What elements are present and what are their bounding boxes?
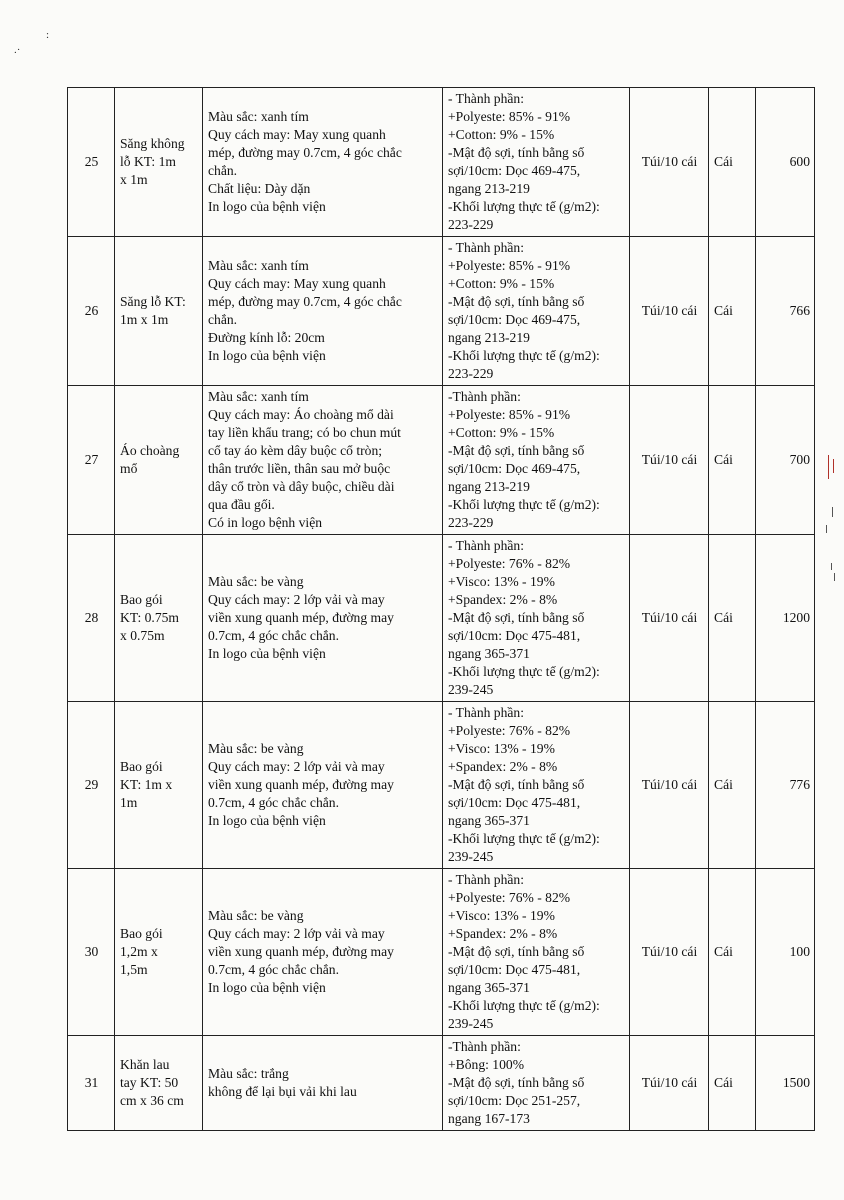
composition-line: sợi/10cm: Dọc 469-475, (448, 163, 581, 178)
margin-marks (824, 455, 838, 585)
composition-line: +Spandex: 2% - 8% (448, 926, 558, 941)
composition-line: 223-229 (448, 217, 494, 232)
unit-cell: Cái (709, 237, 756, 386)
composition-line: sợi/10cm: Dọc 469-475, (448, 312, 581, 327)
composition-line: -Khối lượng thực tế (g/m2): (448, 664, 600, 679)
composition-line: +Polyeste: 85% - 91% (448, 109, 571, 124)
scan-speck: : (46, 29, 50, 41)
unit-cell: Cái (709, 88, 756, 237)
table-row (68, 88, 815, 237)
composition-line: sợi/10cm: Dọc 475-481, (448, 962, 581, 977)
packaging-cell: Túi/10 cái (630, 869, 709, 1036)
composition-line: -Mật độ sợi, tính bằng số (448, 610, 585, 625)
description-line: viền xung quanh mép, đường may (208, 777, 394, 792)
packaging-cell: Túi/10 cái (630, 702, 709, 869)
item-name-line: Săng lỗ KT: (120, 294, 186, 309)
description-line: Màu sắc: xanh tím (208, 258, 309, 273)
composition-line: +Cotton: 9% - 15% (448, 127, 555, 142)
row-number-cell: 27 (68, 386, 115, 535)
item-name-line: KT: 1m x (120, 777, 173, 792)
item-name-cell (115, 386, 203, 535)
description-line: 0.7cm, 4 góc chắc chắn. (208, 628, 339, 643)
description-line: Đường kính lỗ: 20cm (208, 330, 325, 345)
composition-cell (443, 869, 630, 1036)
composition-line: +Polyeste: 85% - 91% (448, 258, 571, 273)
composition-line: 239-245 (448, 1016, 494, 1031)
composition-line: -Thành phần: (448, 1039, 521, 1054)
item-name-line: x 1m (120, 172, 148, 187)
composition-line: - Thành phần: (448, 538, 525, 553)
margin-mark (833, 459, 834, 473)
packaging-cell: Túi/10 cái (630, 535, 709, 702)
item-name-cell (115, 869, 203, 1036)
composition-line: 223-229 (448, 515, 494, 530)
packaging-cell: Túi/10 cái (630, 386, 709, 535)
description-line: Quy cách may: Áo choàng mổ dài (208, 407, 394, 422)
scan-speck: .· (14, 44, 21, 56)
item-name-line: 1m x 1m (120, 312, 169, 327)
composition-line: sợi/10cm: Dọc 475-481, (448, 628, 581, 643)
description-line: Màu sắc: be vàng (208, 741, 304, 756)
composition-line: ngang 213-219 (448, 330, 530, 345)
item-name-line: x 0.75m (120, 628, 165, 643)
composition-line: sợi/10cm: Dọc 251-257, (448, 1093, 581, 1108)
description-line: thân trước liền, thân sau mở buộc (208, 461, 391, 476)
item-name-line: Áo choàng (120, 443, 180, 458)
composition-line: +Visco: 13% - 19% (448, 741, 555, 756)
composition-line: -Khối lượng thực tế (g/m2): (448, 497, 600, 512)
quantity-cell: 600 (756, 88, 815, 237)
description-line: Màu sắc: xanh tím (208, 389, 309, 404)
composition-line: +Polyeste: 76% - 82% (448, 556, 571, 571)
composition-line: sợi/10cm: Dọc 469-475, (448, 461, 581, 476)
composition-line: - Thành phần: (448, 240, 525, 255)
description-line: Quy cách may: May xung quanh (208, 127, 386, 142)
table-body (68, 88, 815, 1131)
row-number-cell: 26 (68, 237, 115, 386)
composition-line: -Mật độ sợi, tính bằng số (448, 145, 585, 160)
unit-cell: Cái (709, 869, 756, 1036)
table-row (68, 535, 815, 702)
table-row (68, 702, 815, 869)
composition-line: +Spandex: 2% - 8% (448, 759, 558, 774)
item-name-cell (115, 1036, 203, 1131)
item-name-line: mổ (120, 461, 138, 476)
margin-mark (834, 573, 835, 581)
quantity-cell: 1500 (756, 1036, 815, 1131)
row-number-cell: 29 (68, 702, 115, 869)
composition-line: ngang 365-371 (448, 813, 530, 828)
description-line: viền xung quanh mép, đường may (208, 610, 394, 625)
specification-table (67, 87, 815, 1131)
margin-mark (828, 455, 829, 479)
description-line: Quy cách may: May xung quanh (208, 276, 386, 291)
composition-line: ngang 213-219 (448, 181, 530, 196)
composition-line: -Khối lượng thực tế (g/m2): (448, 199, 600, 214)
item-name-line: lỗ KT: 1m (120, 154, 176, 169)
description-line: In logo của bệnh viện (208, 646, 326, 661)
description-cell (203, 1036, 443, 1131)
quantity-cell: 776 (756, 702, 815, 869)
item-name-line: Bao gói (120, 759, 163, 774)
row-number-cell: 25 (68, 88, 115, 237)
description-line: Quy cách may: 2 lớp vải và may (208, 926, 385, 941)
composition-cell (443, 1036, 630, 1131)
composition-line: -Khối lượng thực tế (g/m2): (448, 831, 600, 846)
description-line: Màu sắc: xanh tím (208, 109, 309, 124)
composition-line: -Mật độ sợi, tính bằng số (448, 294, 585, 309)
row-number-cell: 31 (68, 1036, 115, 1131)
description-line: 0.7cm, 4 góc chắc chắn. (208, 962, 339, 977)
unit-cell: Cái (709, 702, 756, 869)
composition-line: 239-245 (448, 849, 494, 864)
description-line: dây cổ tròn và dây buộc, chiều dài (208, 479, 395, 494)
margin-mark (832, 507, 833, 517)
description-line: chắn. (208, 163, 238, 178)
composition-line: +Polyeste: 85% - 91% (448, 407, 571, 422)
item-name-line: Khăn lau (120, 1057, 170, 1072)
composition-line: - Thành phần: (448, 91, 525, 106)
item-name-line: 1m (120, 795, 138, 810)
composition-line: - Thành phần: (448, 705, 525, 720)
packaging-cell: Túi/10 cái (630, 1036, 709, 1131)
composition-line: - Thành phần: (448, 872, 525, 887)
item-name-line: Bao gói (120, 926, 163, 941)
description-line: In logo của bệnh viện (208, 980, 326, 995)
description-line: mép, đường may 0.7cm, 4 góc chắc (208, 145, 402, 160)
description-line: In logo của bệnh viện (208, 348, 326, 363)
item-name-line: tay KT: 50 (120, 1075, 179, 1090)
quantity-cell: 766 (756, 237, 815, 386)
composition-line: 239-245 (448, 682, 494, 697)
quantity-cell: 100 (756, 869, 815, 1036)
description-line: Màu sắc: be vàng (208, 908, 304, 923)
description-line: không để lại bụi vải khi lau (208, 1084, 357, 1099)
description-line: Màu sắc: trắng (208, 1066, 289, 1081)
description-line: Màu sắc: be vàng (208, 574, 304, 589)
unit-cell: Cái (709, 535, 756, 702)
item-name-line: Săng không (120, 136, 185, 151)
description-cell (203, 237, 443, 386)
row-number-cell: 30 (68, 869, 115, 1036)
composition-line: +Visco: 13% - 19% (448, 574, 555, 589)
composition-line: -Mật độ sợi, tính bằng số (448, 944, 585, 959)
item-name-cell (115, 88, 203, 237)
item-name-cell (115, 237, 203, 386)
description-line: Chất liệu: Dày dặn (208, 181, 311, 196)
packaging-cell: Túi/10 cái (630, 88, 709, 237)
description-line: qua đầu gối. (208, 497, 275, 512)
description-line: chắn. (208, 312, 238, 327)
composition-line: sợi/10cm: Dọc 475-481, (448, 795, 581, 810)
description-line: 0.7cm, 4 góc chắc chắn. (208, 795, 339, 810)
composition-line: +Polyeste: 76% - 82% (448, 723, 571, 738)
composition-line: +Polyeste: 76% - 82% (448, 890, 571, 905)
row-number-cell: 28 (68, 535, 115, 702)
composition-line: ngang 365-371 (448, 646, 530, 661)
unit-cell: Cái (709, 1036, 756, 1131)
description-line: mép, đường may 0.7cm, 4 góc chắc (208, 294, 402, 309)
description-cell (203, 535, 443, 702)
composition-line: ngang 213-219 (448, 479, 530, 494)
description-line: Có in logo bệnh viện (208, 515, 323, 530)
composition-line: 223-229 (448, 366, 494, 381)
description-cell (203, 386, 443, 535)
item-name-line: Bao gói (120, 592, 163, 607)
description-cell (203, 88, 443, 237)
composition-line: -Khối lượng thực tế (g/m2): (448, 998, 600, 1013)
margin-mark (826, 525, 827, 533)
item-name-cell (115, 535, 203, 702)
description-line: cổ tay áo kèm dây buộc cổ tròn; (208, 443, 383, 458)
packaging-cell: Túi/10 cái (630, 237, 709, 386)
description-line: In logo của bệnh viện (208, 813, 326, 828)
item-name-cell (115, 702, 203, 869)
unit-cell: Cái (709, 386, 756, 535)
table-row (68, 386, 815, 535)
description-line: In logo của bệnh viện (208, 199, 326, 214)
composition-line: -Mật độ sợi, tính bằng số (448, 443, 585, 458)
composition-line: -Mật độ sợi, tính bằng số (448, 777, 585, 792)
composition-line: ngang 167-173 (448, 1111, 530, 1126)
quantity-cell: 700 (756, 386, 815, 535)
description-cell (203, 702, 443, 869)
quantity-cell: 1200 (756, 535, 815, 702)
table-row (68, 1036, 815, 1131)
composition-line: +Spandex: 2% - 8% (448, 592, 558, 607)
item-name-line: cm x 36 cm (120, 1093, 184, 1108)
margin-mark (831, 563, 832, 570)
composition-cell (443, 88, 630, 237)
composition-cell (443, 702, 630, 869)
item-name-line: 1,2m x (120, 944, 158, 959)
description-line: Quy cách may: 2 lớp vải và may (208, 592, 385, 607)
composition-line: -Thành phần: (448, 389, 521, 404)
table-row (68, 869, 815, 1036)
composition-cell (443, 237, 630, 386)
composition-line: ngang 365-371 (448, 980, 530, 995)
description-line: tay liền khẩu trang; có bo chun mút (208, 425, 401, 440)
composition-cell (443, 386, 630, 535)
composition-line: +Bông: 100% (448, 1057, 525, 1072)
description-cell (203, 869, 443, 1036)
description-line: Quy cách may: 2 lớp vải và may (208, 759, 385, 774)
composition-line: +Cotton: 9% - 15% (448, 425, 555, 440)
item-name-line: 1,5m (120, 962, 148, 977)
composition-line: +Cotton: 9% - 15% (448, 276, 555, 291)
composition-line: -Mật độ sợi, tính bằng số (448, 1075, 585, 1090)
description-line: viền xung quanh mép, đường may (208, 944, 394, 959)
composition-line: -Khối lượng thực tế (g/m2): (448, 348, 600, 363)
composition-line: +Visco: 13% - 19% (448, 908, 555, 923)
item-name-line: KT: 0.75m (120, 610, 179, 625)
composition-cell (443, 535, 630, 702)
table-row (68, 237, 815, 386)
